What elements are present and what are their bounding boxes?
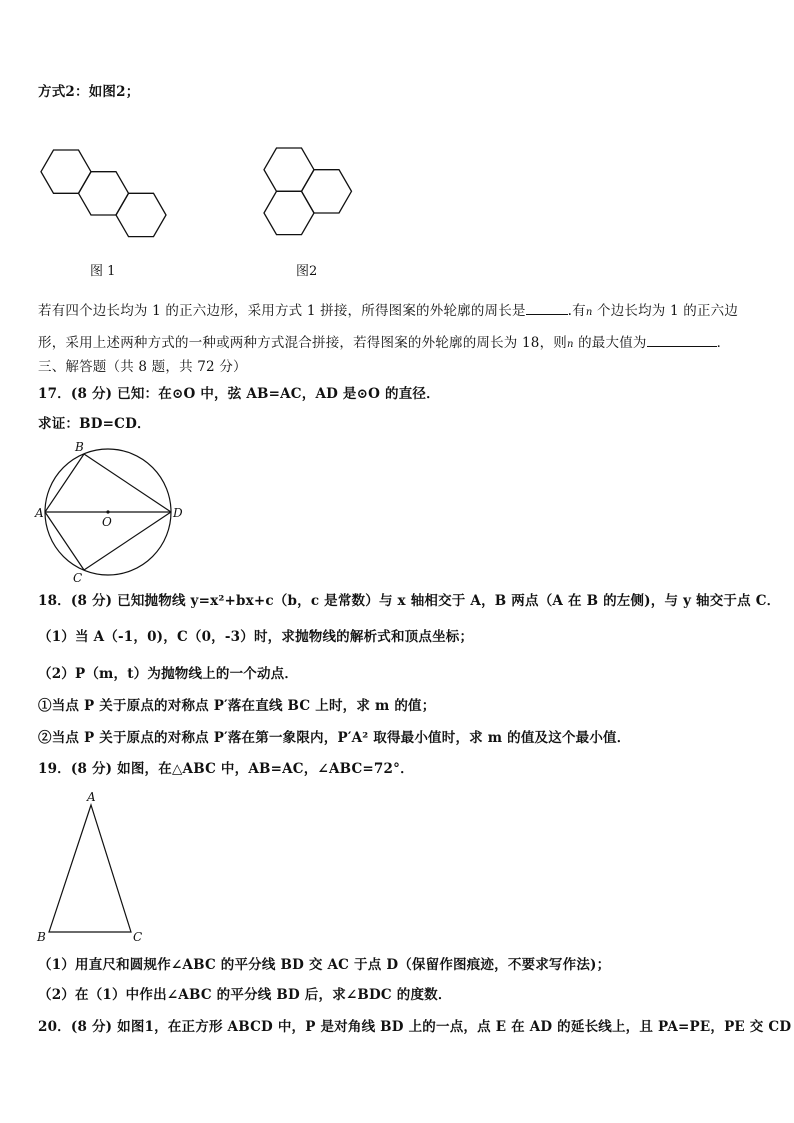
q19-line-2: （1）用直尺和圆规作∠ABC 的平分线 BD 交 AC 于点 D（保留作图痕迹，不要求写作法)； (38, 957, 611, 973)
label-d: D (173, 506, 183, 520)
chord-ac (45, 512, 84, 570)
label-a: A (35, 506, 44, 520)
label-o: O (102, 515, 112, 529)
circle-diagram (34, 438, 186, 584)
fig1-hexagon-3 (116, 193, 166, 236)
q18-line-5: ②当点 P 关于原点的对称点 P′落在第一象限内，P′A² 取得最小值时，求 m 的值及这个最小值． (38, 730, 631, 746)
label-c: C (73, 571, 83, 584)
triangle-diagram (34, 786, 154, 946)
fig2-hexagon-2 (302, 170, 352, 213)
q17-line-2: 求证：BD=CD． (38, 416, 151, 432)
hexagon-figure-1-shapes (36, 140, 188, 252)
segment-cd (84, 512, 171, 570)
label-a: A (87, 790, 96, 804)
label-b: B (75, 440, 84, 454)
answer-blank-2 (647, 332, 717, 347)
q18-line-4: ①当点 P 关于原点的对称点 P′落在直线 BC 上时，求 m 的值； (38, 698, 436, 714)
figure-2-caption: 图2 (296, 264, 318, 279)
label-b: B (37, 930, 46, 944)
chord-ab (45, 454, 84, 512)
label-c: C (133, 930, 143, 944)
q18-line-1: 18．(8 分) 已知抛物线 y=x²+bx+c（b，c 是常数）与 x 轴相交于 A，B 两点（A 在 B 的左侧)，与 y 轴交于点 C． (38, 593, 781, 609)
figure-1-caption: 图 1 (90, 264, 116, 279)
q19-line-1: 19．(8 分) 如图，在△ABC 中，AB=AC，∠ABC=72°． (38, 761, 414, 777)
q20-line-1: 20．(8 分) 如图1，在正方形 ABCD 中，P 是对角线 BD 上的一点，点 E 在 AD 的延长线上，且 PA=PE，PE 交 CD (38, 1019, 792, 1035)
q18-line-2: （1）当 A（-1，0)，C（0，-3）时，求抛物线的解析式和顶点坐标； (38, 629, 474, 645)
triangle-abc (49, 805, 131, 932)
q18-line-3: （2）P（m，t）为抛物线上的一个动点． (38, 666, 299, 682)
hexagon-figure-2 (258, 140, 368, 252)
fig1-hexagon-2 (79, 172, 129, 215)
section-3-title: 三、解答题（共 8 题，共 72 分） (38, 359, 247, 375)
answer-blank-1 (526, 300, 568, 315)
segment-bd (84, 454, 171, 512)
q16-line-2: 形，采用上述两种方式的一种或两种方式混合拼接，若得图案的外轮廓的周长为 18，则n 的最大值为 ． (38, 332, 758, 355)
fig2-hexagon-1 (264, 148, 314, 191)
fig2-hexagon-3 (264, 191, 314, 234)
q16-line-1: 若有四个边长均为 1 的正六边形，采用方式 1 拼接，所得图案的外轮廓的周长是 .有n 个边长均为 1 的正六边 (38, 300, 758, 323)
q19-line-3: （2）在（1）中作出∠ABC 的平分线 BD 后，求∠BDC 的度数． (38, 987, 452, 1003)
center-dot (106, 510, 109, 513)
fig1-hexagon-1 (41, 150, 91, 193)
method2-line: 方式2：如图2； (38, 84, 140, 100)
q17-line-1: 17．(8 分) 已知：在⊙O 中，弦 AB=AC，AD 是⊙O 的直径． (38, 386, 440, 402)
